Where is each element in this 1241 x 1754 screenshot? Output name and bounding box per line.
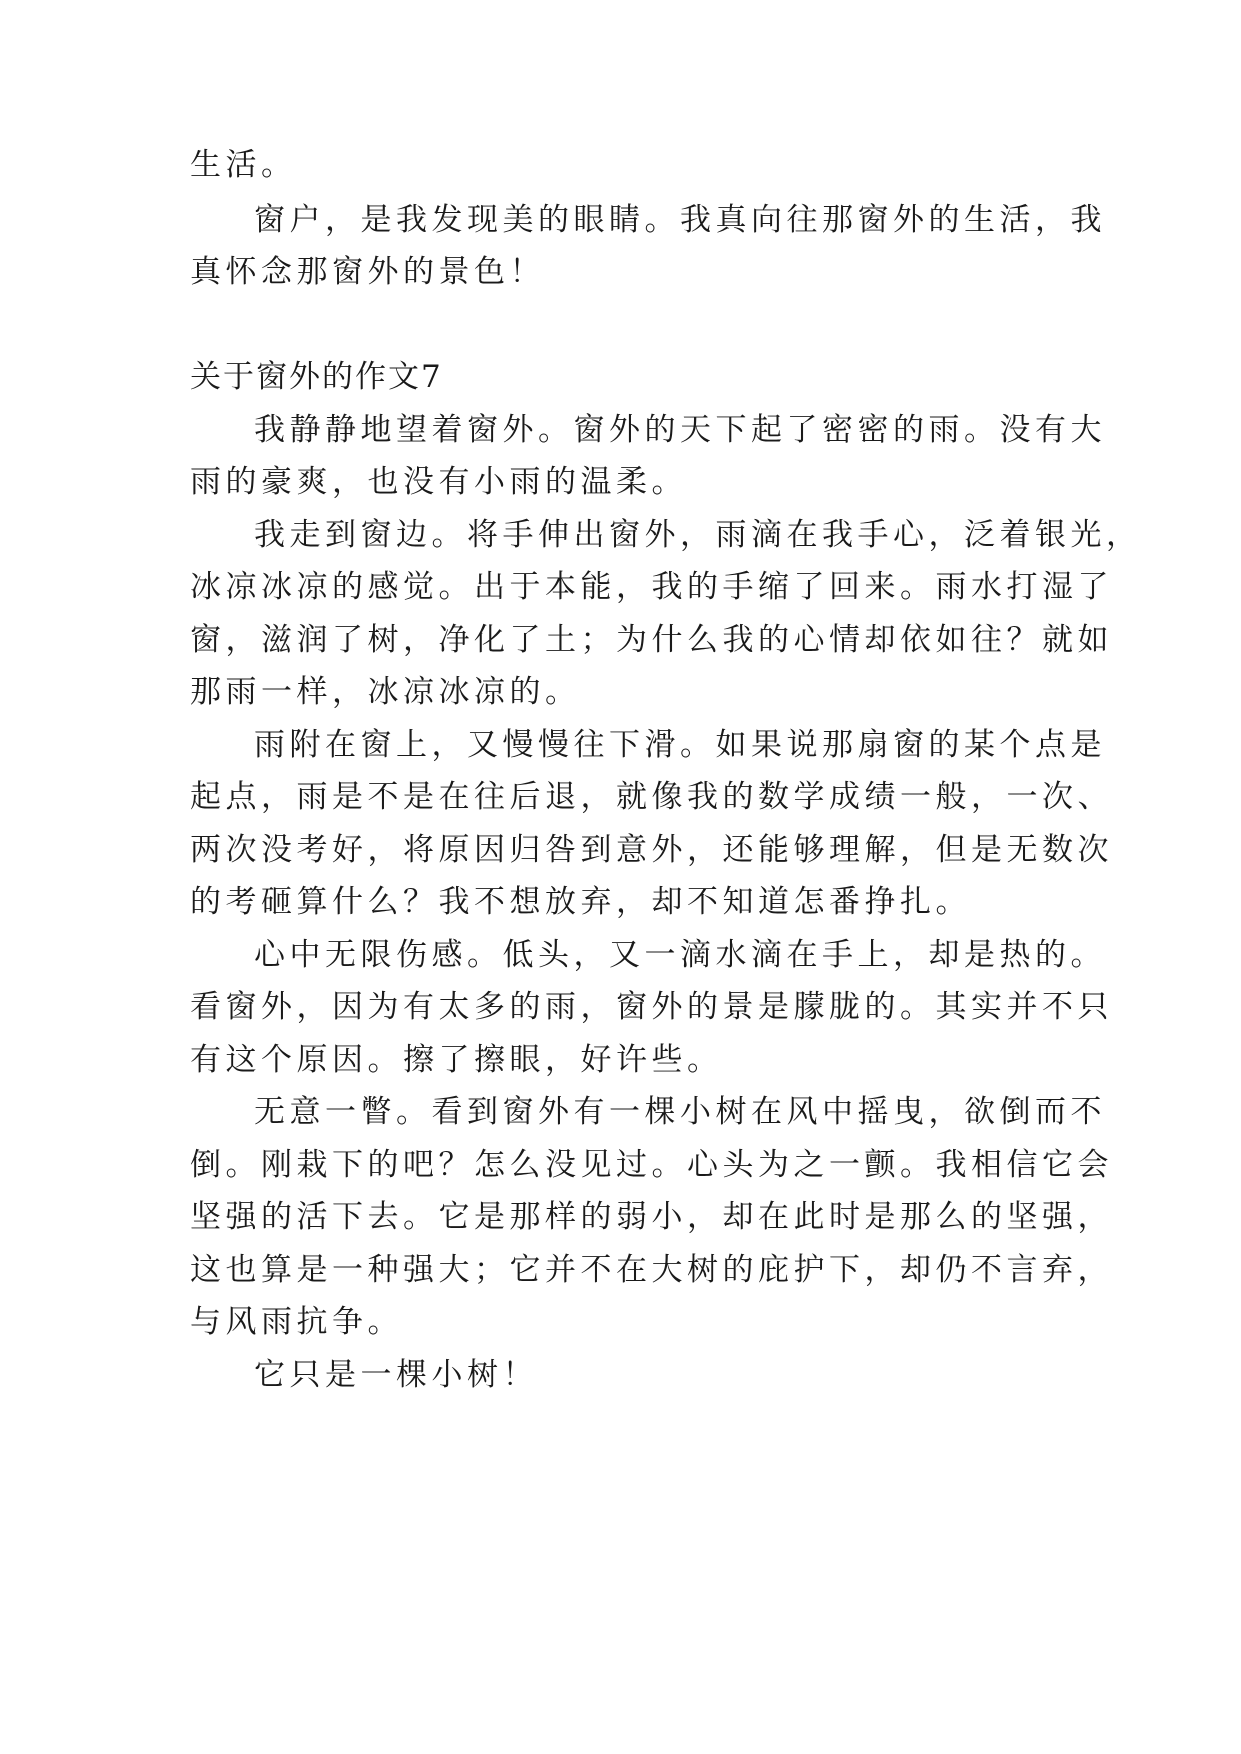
paragraph-3-line-3: 两次没考好，将原因归咎到意外，还能够理解，但是无数次	[190, 832, 1113, 868]
paragraph-1-line-2: 雨的豪爽，也没有小雨的温柔。	[190, 464, 687, 500]
paragraph-4-line-2: 看窗外，因为有太多的雨，窗外的景是朦胧的。其实并不只	[190, 989, 1113, 1025]
paragraph-5-line-5: 与风雨抗争。	[190, 1304, 403, 1340]
paragraph-5-line-1: 无意一瞥。看到窗外有一棵小树在风中摇曳，欲倒而不	[254, 1094, 1106, 1130]
paragraph-3-line-1: 雨附在窗上，又慢慢往下滑。如果说那扇窗的某个点是	[254, 727, 1106, 763]
intro-tail-line: 生活。	[190, 147, 297, 183]
paragraph-2-line-1: 我走到窗边。将手伸出窗外，雨滴在我手心，泛着银光，	[254, 517, 1142, 553]
paragraph-5-line-3: 坚强的活下去。它是那样的弱小，却在此时是那么的坚强，	[190, 1199, 1113, 1235]
paragraph-5-line-4: 这也算是一种强大；它并不在大树的庇护下，却仍不言弃，	[190, 1252, 1113, 1288]
paragraph-3-line-2: 起点，雨是不是在往后退，就像我的数学成绩一般，一次、	[190, 779, 1113, 815]
paragraph-1-line-1: 我静静地望着窗外。窗外的天下起了密密的雨。没有大	[254, 412, 1106, 448]
paragraph-3-line-4: 的考砸算什么？我不想放弃，却不知道怎番挣扎。	[190, 884, 971, 920]
paragraph-2-line-3: 窗，滋润了树，净化了土；为什么我的心情却依如往？就如	[190, 622, 1113, 658]
paragraph-6-line-1: 它只是一棵小树！	[254, 1357, 538, 1393]
paragraph-2-line-4: 那雨一样，冰凉冰凉的。	[190, 674, 581, 710]
paragraph-2-line-2: 冰凉冰凉的感觉。出于本能，我的手缩了回来。雨水打湿了	[190, 569, 1113, 605]
section-title: 关于窗外的作文7	[190, 359, 443, 395]
paragraph-4-line-1: 心中无限伤感。低头，又一滴水滴在手上，却是热的。	[254, 937, 1106, 973]
intro-paragraph-line-1: 窗户，是我发现美的眼睛。我真向往那窗外的生活，我	[254, 202, 1106, 238]
intro-paragraph-line-2: 真怀念那窗外的景色！	[190, 254, 545, 290]
paragraph-4-line-3: 有这个原因。擦了擦眼，好许些。	[190, 1042, 723, 1078]
paragraph-5-line-2: 倒。刚栽下的吧？怎么没见过。心头为之一颤。我相信它会	[190, 1147, 1113, 1183]
